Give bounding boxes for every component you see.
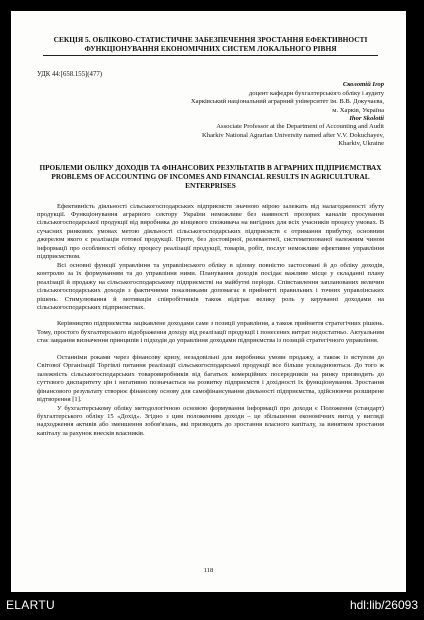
author-block-en <box>37 115 384 149</box>
handle-id: hdl:lib/26093 <box>349 598 418 612</box>
author-university-ua: Харківський національний аграрний університет ім. В.В. Докучаєва, <box>190 98 384 106</box>
paragraph: Останніми роками через фінансову кризу, незадовільні для виробника умови продажу, а також із вступом до Світової Організації Торгівлі питання реалізації сільськогосподарської продукції все більше ускладнюються. До того ж залежність сільськогосподарських товаровиробників від багатьох комерційних посередників на ринку призводить до суттєвого диспаритету цін і негативно позначається на розвитку підприємств і дохідності їх функціонування. Зростання фінансового результату створює фінансову основу для самофінансування діяльності підприємства, здійснюючи розширене відтворення [1]. <box>37 353 384 404</box>
author-city-ua: м. Харків, Україна <box>332 106 384 114</box>
repository-name: ELARTU <box>6 598 55 612</box>
author-city-en: Kharkiv, Ukraine <box>338 140 384 148</box>
paragraph: У бухгалтерському обліку методологічною основою формування інформації про доходи є Положення (стандарт) бухгалтерського обліку 15 «Дохід». Згідно з цим положенням доходи – це збільшення економічних вигод у вигляді надходження активів або зменшення зобов'язань, які призводять до зростання власного капіталу, за винятком зростання капіталу за рахунок внесків власників. <box>37 404 384 437</box>
section-header: СЕКЦІЯ 5. ОБЛІКОВО-СТАТИСТИЧНЕ ЗАБЕЗПЕЧЕННЯ ЗРОСТАННЯ ЕФЕКТИВНОСТІ ФУНКЦІОНУВАННЯ ЕКОНОМІЧНИХ СИСТЕМ ЛОКАЛЬНОГО РІВНЯ <box>43 35 378 56</box>
paragraph: Всі основні функції управління та управлінського обліку в цілому повністю застосовані й до обліку доходів, контролю за їх формуванням та до управління ними. Планування доходів посідає важливе місце у складанні плану реалізації й продажу на сільськогосподарському підприємстві на майбутні періоди. Співставлення запланованих величин сільськогосподарських доходів з фактичними показниками допомагає в прийнятті правильних і точних управлінських рішень. Стимулювання й мотивація співробітників також відіграє велику роль у керуванні доходами на сільськогосподарських підприємствах. <box>37 261 384 311</box>
author-block-ua <box>37 81 384 115</box>
author-name-en: Ihor Skolotii <box>349 115 384 123</box>
author-name-ua: Сколотій Ігор <box>342 81 384 89</box>
article-title-ua: ПРОБЛЕМИ ОБЛІКУ ДОХОДІВ ТА ФІНАНСОВИХ РЕЗУЛЬТАТІВ В АГРАРНИХ ПІДПРИЄМСТВАХ <box>39 162 382 172</box>
article-body <box>37 203 384 439</box>
paragraph: Керівництво підприємства зацікавлене доходами саме з позиції управління, а також прийняття стратегічних рішень. Тому, простого бухгалтерського відображення доходу від реалізації продукції і понесених витрат недостатньо. Актуальним стає завдання визначення принципів і підходів до управління доходами підприємства із позицій стратегічного управління. <box>37 320 384 345</box>
document-page <box>11 11 406 592</box>
page-number: 118 <box>203 567 214 574</box>
udc-code: УДК 44:[658.155](477) <box>37 71 103 79</box>
author-position-en: Associate Professor at the Department of Accounting and Audit <box>216 123 384 131</box>
article-titles <box>37 163 384 191</box>
author-university-en: Kharkiv National Agrarian University named after V.V. Dokuchayev, <box>202 131 384 139</box>
paragraph: Ефективність діяльності сільськогосподарських підприємств значною мірою залежать від налагодженості збуту продукції. Функціонування аграрного сектору України неможливе без наявності прозорих каналів просування сільськогосподарської продукції від виробника до кінцевого споживача на вигідних для всіх учасників процесу умовах. В сучасних ринкових умовах метою діяльності сільськогосподарських підприємств є отримання прибутку, основним джерелом якого є реалізація готової продукції. Проте, без достовірної, релевантної, систематизованої належним чином інформації про особливості обліку процесу реалізації продукції, товарів, робіт, послуг неможливе ефективне управління підприємством. <box>37 202 384 261</box>
repository-footer <box>0 592 424 620</box>
article-title-en: PROBLEMS OF ACCOUNTING OF INCOMES AND FINANCIAL RESULTS IN AGRICULTURAL ENTERPRISES <box>51 171 370 191</box>
author-position-ua: доцент кафедри бухгалтерського обліку і аудиту <box>248 89 384 97</box>
